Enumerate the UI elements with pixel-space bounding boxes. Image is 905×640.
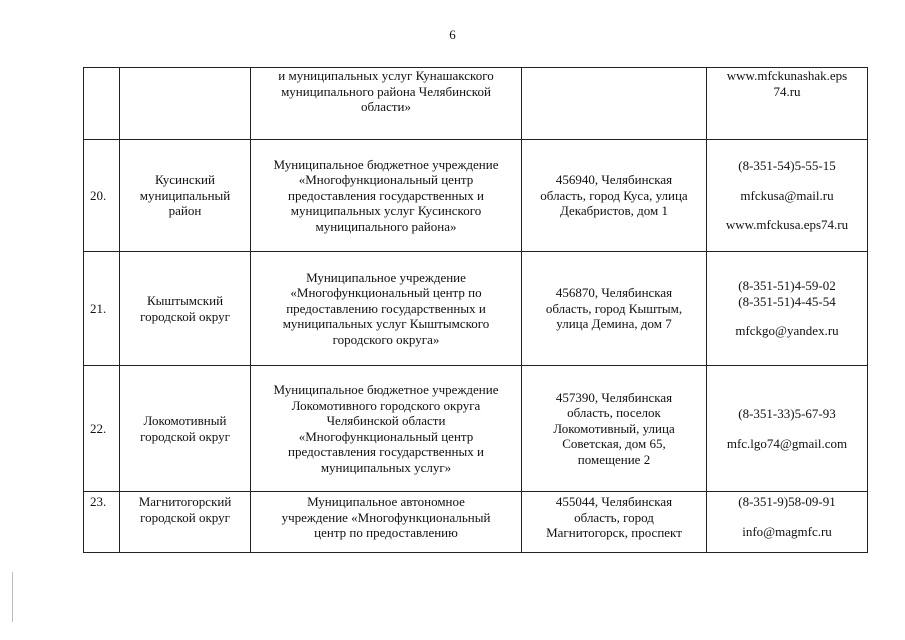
- district-line: Магнитогорский: [138, 494, 232, 509]
- address-cell: [522, 252, 707, 366]
- row-number-cell: 20.: [84, 140, 120, 252]
- row-number-cell: 22.: [84, 366, 120, 492]
- address-line: Локомотивный, улица: [553, 420, 675, 436]
- row-number-cell: [84, 68, 120, 140]
- organization-cell: [251, 68, 522, 140]
- table-row: [84, 140, 868, 252]
- district-line: городской округ: [140, 509, 230, 525]
- address-line: 456940, Челябинская: [555, 172, 673, 188]
- organization-line: муниципального района Челябинской: [281, 83, 491, 99]
- district-cell: [120, 68, 251, 140]
- address-line: Декабристов, дом 1: [559, 203, 669, 219]
- address-line: область, поселок: [567, 405, 661, 421]
- contacts-cell: [707, 68, 868, 140]
- district-cell: [120, 366, 251, 492]
- district-line: район: [168, 203, 202, 219]
- district-line: Кусинский: [155, 172, 215, 188]
- organization-cell: [251, 492, 522, 553]
- district-line: Кыштымский: [146, 293, 224, 308]
- line-gap: [710, 203, 864, 217]
- contacts-line: mfckgo@yandex.ru: [735, 323, 839, 339]
- district-line: городской округ: [140, 308, 230, 324]
- organization-cell: [251, 252, 522, 366]
- organization-line: муниципальных услуг Кусинского: [290, 203, 482, 219]
- organization-line: Челябинской области: [326, 413, 446, 428]
- organization-line: центр по предоставлению: [314, 525, 458, 540]
- table-row: [84, 68, 868, 140]
- organization-line: предоставления государственных и: [288, 187, 484, 203]
- organization-line: «Многофункциональный центр: [298, 172, 474, 188]
- mfc-directory-table: [83, 67, 868, 553]
- scan-margin-mark: [12, 572, 13, 622]
- organization-line: предоставления государственных и: [288, 444, 484, 459]
- organization-line: муниципального района»: [315, 218, 457, 234]
- district-cell: [120, 252, 251, 366]
- address-line: помещение 2: [577, 451, 651, 467]
- address-line: область, город Куса, улица: [540, 187, 688, 203]
- address-cell: [522, 68, 707, 140]
- organization-line: Муниципальное автономное: [307, 494, 465, 509]
- organization-line: Муниципальное бюджетное учреждение: [273, 156, 499, 172]
- address-line: область, город: [574, 509, 654, 525]
- district-cell: [120, 140, 251, 252]
- address-cell: [522, 366, 707, 492]
- organization-line: муниципальных услуг Кыштымского: [282, 316, 490, 332]
- row-number-cell: 23.: [84, 492, 120, 553]
- contacts-line: mfc.lgo74@gmail.com: [726, 435, 848, 451]
- contacts-line: mfckusa@mail.ru: [740, 187, 834, 203]
- table-row: [84, 366, 868, 492]
- line-gap: [710, 174, 864, 188]
- address-line: Магнитогорск, проспект: [546, 525, 682, 540]
- row-number-cell: 21.: [84, 252, 120, 366]
- contacts-cell: [707, 492, 868, 553]
- district-line: муниципальный: [139, 187, 231, 203]
- address-line: 457390, Челябинская: [555, 389, 673, 405]
- contacts-cell: [707, 252, 868, 366]
- organization-line: и муниципальных услуг Кунашакского: [278, 68, 494, 83]
- table-row: [84, 252, 868, 366]
- contacts-cell: [707, 140, 868, 252]
- organization-line: области»: [361, 99, 411, 114]
- address-cell: [522, 140, 707, 252]
- address-line: 455044, Челябинская: [555, 494, 673, 509]
- line-gap: [710, 422, 864, 436]
- contacts-line: (8-351-9)58-09-91: [738, 494, 836, 509]
- contacts-line: info@magmfc.ru: [742, 523, 832, 539]
- organization-line: муниципальных услуг»: [320, 459, 452, 475]
- district-cell: [120, 492, 251, 553]
- contacts-line: (8-351-54)5-55-15: [738, 158, 836, 174]
- address-line: область, город Кыштым,: [545, 300, 683, 316]
- organization-line: городского округа»: [332, 331, 440, 347]
- line-gap: [710, 309, 864, 323]
- organization-line: предоставлению государственных и: [286, 300, 486, 316]
- organization-cell: [251, 366, 522, 492]
- organization-line: «Многофункциональный центр по: [290, 285, 482, 301]
- contacts-line: www.mfckunashak.eps: [726, 68, 848, 83]
- contacts-line: (8-351-33)5-67-93: [738, 406, 836, 421]
- organization-line: «Многофункциональный центр: [298, 428, 474, 444]
- table-row: [84, 492, 868, 553]
- page-number: 6: [449, 27, 456, 42]
- address-line: Советская, дом 65,: [562, 436, 666, 452]
- address-cell: [522, 492, 707, 553]
- contacts-line: 74.ru: [773, 83, 801, 99]
- address-line: 456870, Челябинская: [555, 285, 673, 301]
- line-gap: [710, 510, 864, 524]
- contacts-line: (8-351-51)4-59-02: [738, 278, 836, 294]
- organization-line: Локомотивного городского округа: [291, 397, 481, 413]
- contacts-line: (8-351-51)4-45-54: [738, 293, 836, 309]
- district-line: Локомотивный: [143, 413, 227, 428]
- organization-line: учреждение «Многофункциональный: [281, 509, 491, 525]
- organization-line: Муниципальное учреждение: [306, 269, 466, 285]
- organization-line: Муниципальное бюджетное учреждение: [273, 382, 499, 397]
- organization-cell: [251, 140, 522, 252]
- contacts-cell: [707, 366, 868, 492]
- contacts-line: www.mfckusa.eps74.ru: [725, 217, 849, 233]
- district-line: городской округ: [140, 428, 230, 444]
- address-line: улица Демина, дом 7: [556, 316, 672, 332]
